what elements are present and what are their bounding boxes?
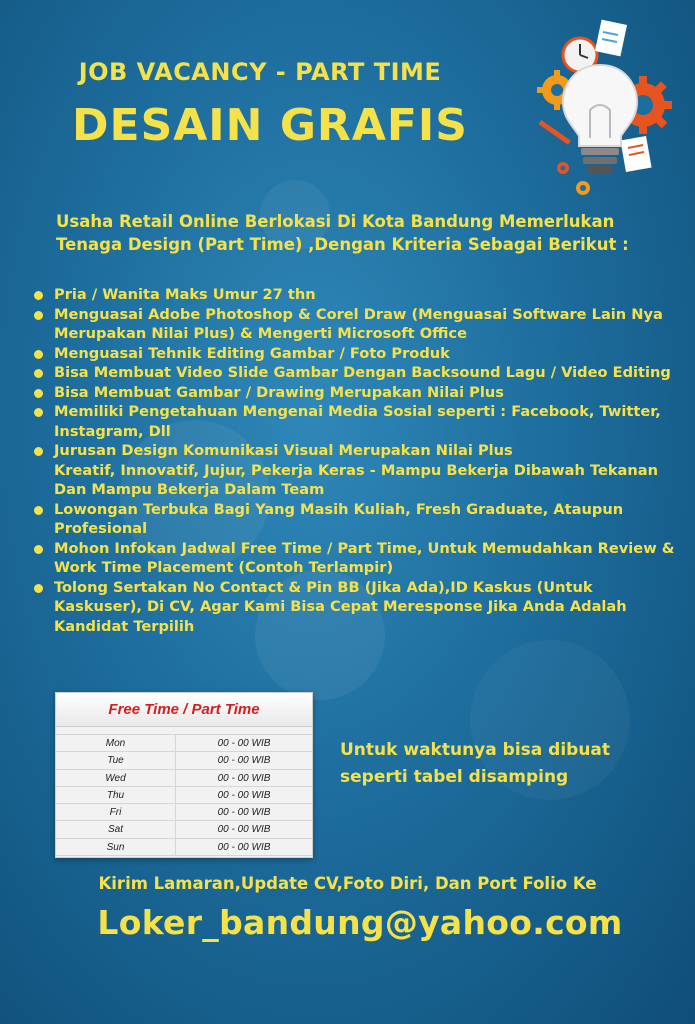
bullet-icon <box>34 291 43 300</box>
list-item: Bisa Membuat Gambar / Drawing Merupakan Nilai Plus <box>34 383 684 403</box>
contact-email: Loker_bandung@yahoo.com <box>97 903 623 942</box>
bullet-icon <box>34 545 43 554</box>
table-row: Tue 00 - 00 WIB <box>56 752 312 769</box>
bullet-icon <box>34 369 43 378</box>
list-item: Memiliki Pengetahuan Mengenai Media Sosial seperti : Facebook, Twitter, Instagram, Dll <box>34 402 684 441</box>
schedule-table <box>55 692 313 858</box>
list-item: Bisa Membuat Video Slide Gambar Dengan Backsound Lagu / Video Editing <box>34 363 684 383</box>
table-spacer-row <box>56 727 312 735</box>
position-title: DESAIN GRAFIS <box>71 100 468 151</box>
bullet-icon <box>34 408 43 417</box>
intro-paragraph: Usaha Retail Online Berlokasi Di Kota Bandung Memerlukan Tenaga Design (Part Time) ,Dengan Kriteria Sebagai Berikut : <box>56 212 629 254</box>
bullet-icon <box>34 506 43 515</box>
table-row: Mon 00 - 00 WIB <box>56 735 312 752</box>
gear-icon <box>557 162 590 195</box>
table-row: Sun 00 - 00 WIB <box>56 839 312 856</box>
list-item: Tolong Sertakan No Contact & Pin BB (Jika Ada),ID Kaskus (Untuk Kaskuser), Di CV, Agar Kami Bisa Cepat Meresponse Jika Anda Adalah Kandidat Terpilih <box>34 578 684 637</box>
list-item: Jurusan Design Komunikasi Visual Merupakan Nilai Plus Kreatif, Innovatif, Jujur, Pekerja Keras - Mampu Bekerja Dibawah Tekanan Dan Mampu Bekerja Dalam Team <box>34 441 684 500</box>
bullet-icon <box>34 389 43 398</box>
list-item: Mohon Infokan Jadwal Free Time / Part Time, Untuk Memudahkan Review & Work Time Placement (Contoh Terlampir) <box>34 539 684 578</box>
bullet-icon <box>34 311 43 320</box>
bullet-icon <box>34 350 43 359</box>
list-item: Lowongan Terbuka Bagi Yang Masih Kuliah, Fresh Graduate, Ataupun Profesional <box>34 500 684 539</box>
application-instructions: Kirim Lamaran,Update CV,Foto Diri, Dan Port Folio Ke <box>98 874 597 893</box>
table-row: Thu 00 - 00 WIB <box>56 787 312 804</box>
list-item: Menguasai Adobe Photoshop & Corel Draw (Menguasai Software Lain Nya Merupakan Nilai Plus) & Mengerti Microsoft Office <box>34 305 684 344</box>
table-row: Wed 00 - 00 WIB <box>56 770 312 787</box>
job-type-heading: JOB VACANCY - PART TIME <box>78 58 442 86</box>
lightbulb-icon <box>515 10 685 205</box>
bullet-icon <box>34 584 43 593</box>
list-item: Pria / Wanita Maks Umur 27 thn <box>34 285 684 305</box>
table-row: Sat 00 - 00 WIB <box>56 821 312 838</box>
criteria-list <box>34 285 684 636</box>
bullet-icon <box>34 447 43 456</box>
list-item: Menguasai Tehnik Editing Gambar / Foto Produk <box>34 344 684 364</box>
criteria-extra-text: Kreatif, Innovatif, Jujur, Pekerja Keras - Mampu Bekerja Dibawah Tekanan Dan Mampu Bekerja Dalam Team <box>54 461 659 498</box>
pencil-icon <box>539 120 571 145</box>
schedule-table-title: Free Time / Part Time <box>56 693 312 727</box>
table-row: Fri 00 - 00 WIB <box>56 804 312 821</box>
table-note: Untuk waktunya bisa dibuat seperti tabel disamping <box>340 740 611 787</box>
